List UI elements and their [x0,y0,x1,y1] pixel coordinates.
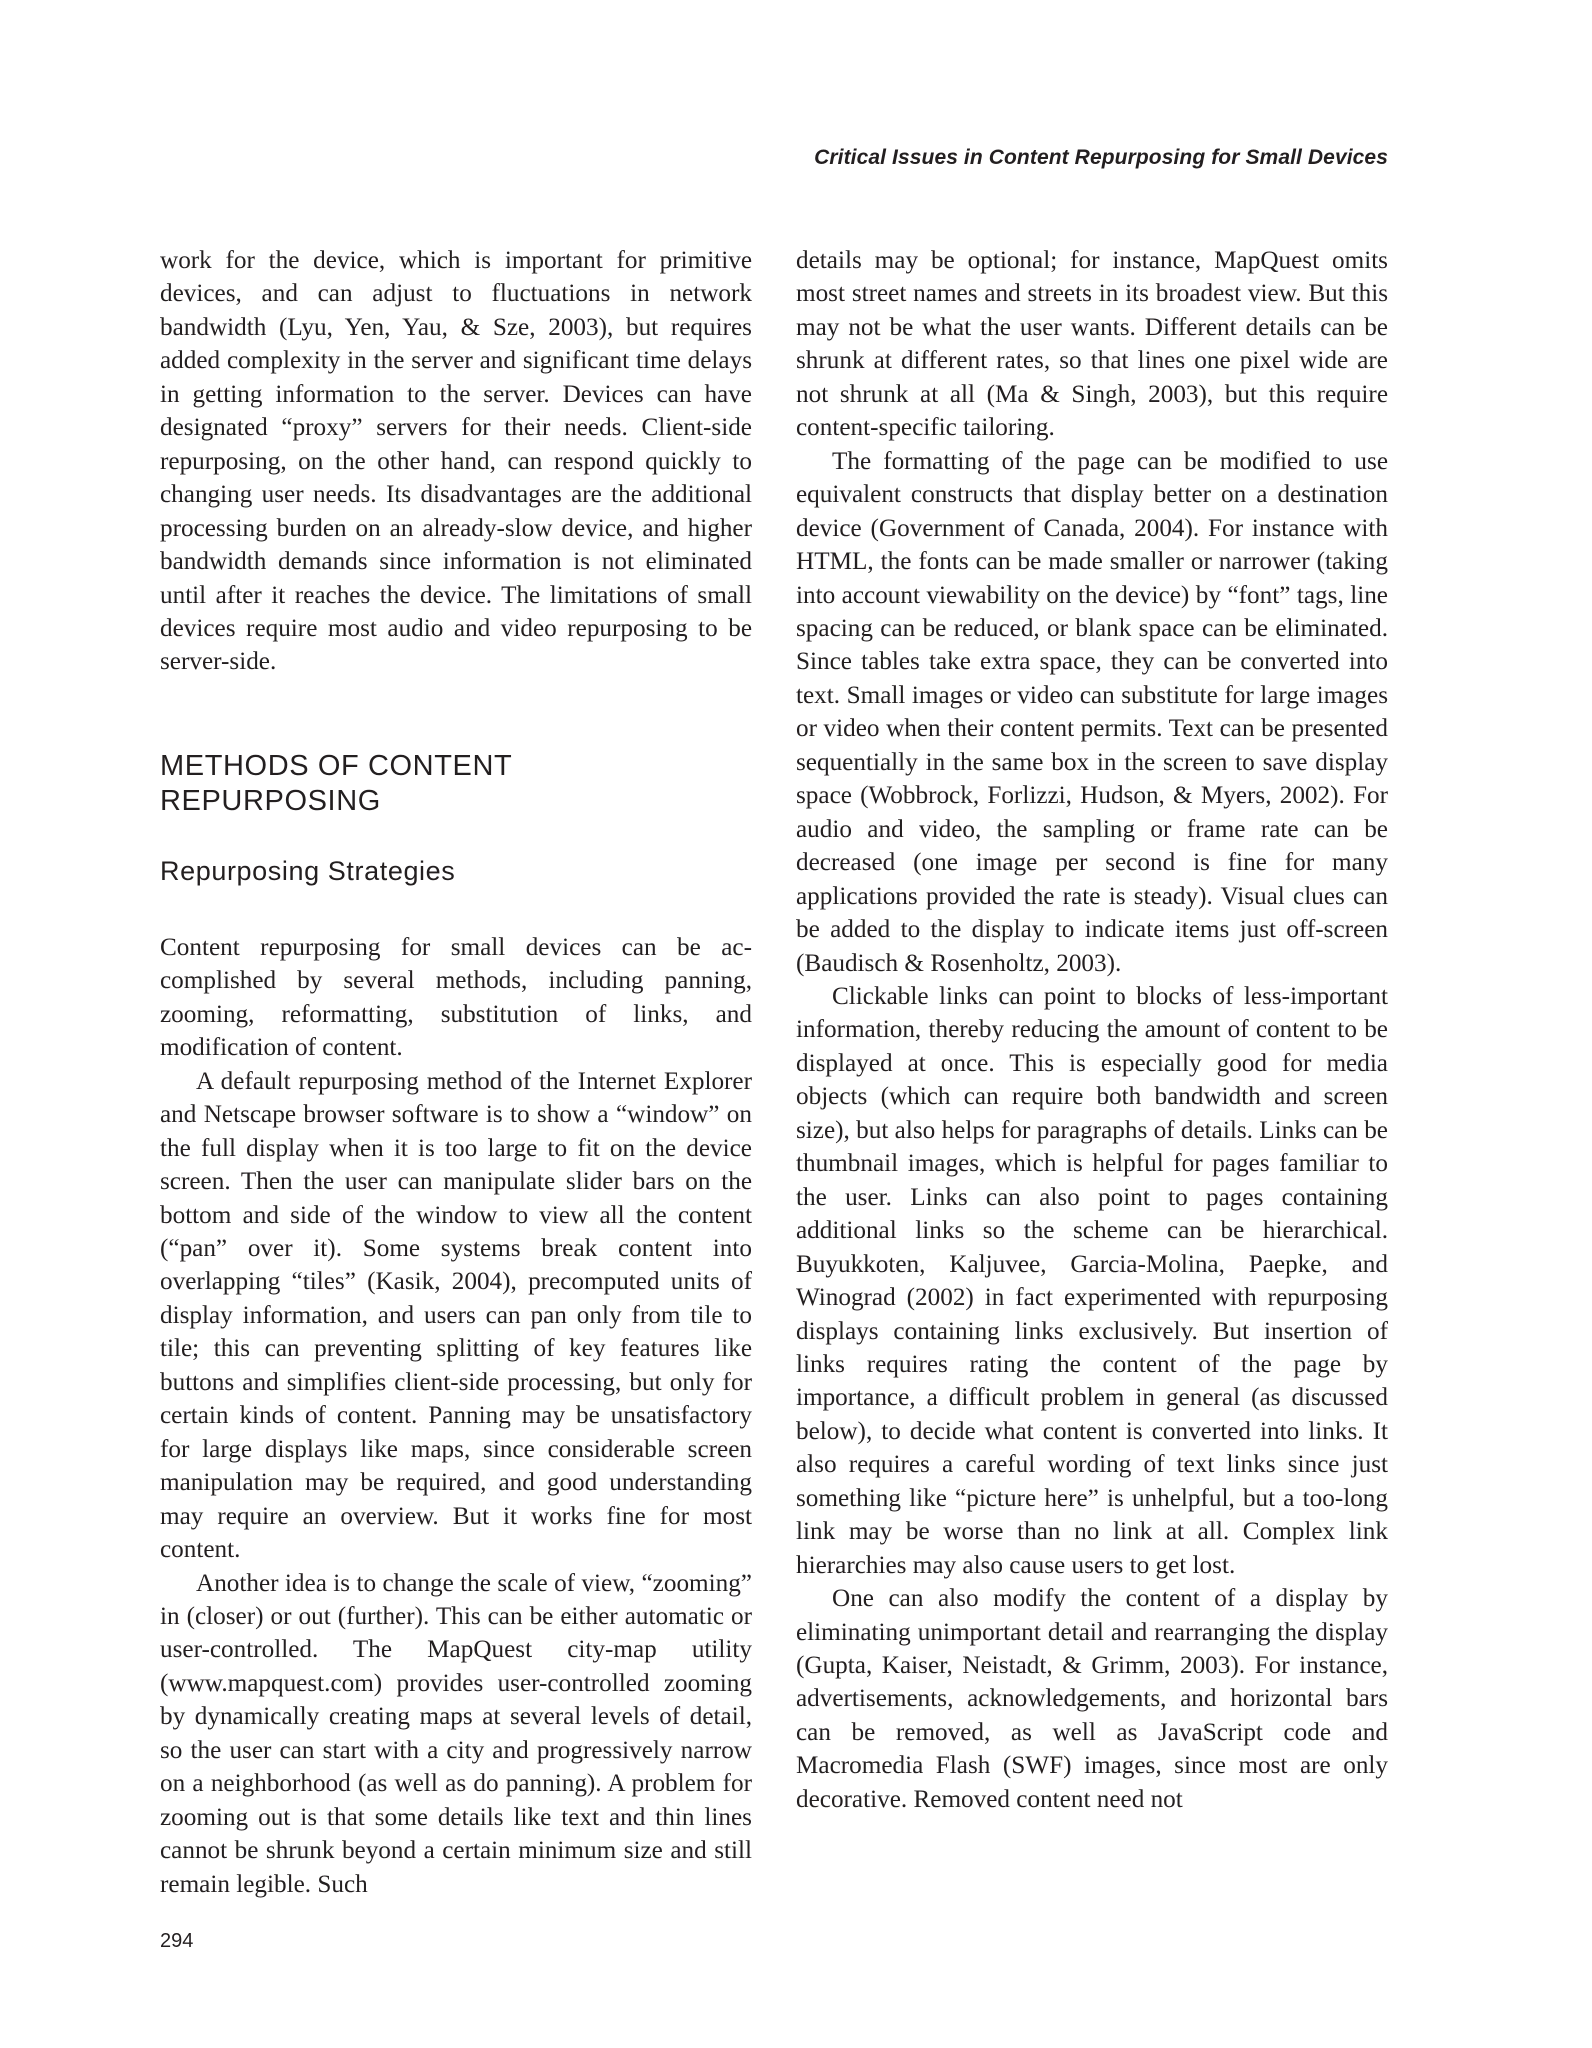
paragraph-intro: work for the device, which is important for primitive devices, and can adjust to fluctuations in network bandwidth (Lyu, Yen, Yau, & Sze, 2003), but requires added complexity in the server and significant time delays in getting information to the server. Devices can have designated “proxy” servers for their needs. Client-side repurposing, on the other hand, can respond quickly to changing user needs. Its disadvantages are the additional processing burden on an already-slow device, and higher bandwidth demands since information is not eliminated until after it reaches the device. The limitations of small devices require most audio and video repurposing to be server-side. [160,247,752,676]
section-heading: METHODS OF CONTENT REPURPOSING [160,749,513,817]
running-header: Critical Issues in Content Repurposing for Small Devices [814,146,1388,169]
right-column [796,244,1388,1816]
paragraph-formatting: The formatting of the page can be modified to use equivalent constructs that display better on a destination device (Government of Canada, 2004). For instance with HTML, the fonts can be made smaller or narrower (taking into account viewability on the device) by “font” tags, line spacing can be reduced, or blank space can be eliminated. Since tables take extra space, they can be converted into text. Small images or video can substitute for large images or video when their content permits. Text can be presented sequentially in the same box in the screen to save display space (Wobbrock, Forlizzi, Hudson, & Myers, 2002). For audio and video, the sampling or frame rate can be decreased (one image per second is fine for many applications provided the rate is steady). Visual clues can be added to the display to indicate items just off-screen (Baudisch & Rosenholtz, 2003). [796,447,1388,977]
subsection-heading: Repurposing Strategies [160,855,456,886]
paragraph-zooming: Another idea is to change the scale of view, “zooming” in (closer) or out (further). This can be either automatic or user-controlled. The MapQuest city-map utility (www.mapquest.com) provides user-controlled zooming by dynamically creating maps at several levels of detail, so the user can start with a city and progressively narrow on a neighborhood (as well as do panning). A problem for zooming out is that some details like text and thin lines cannot be shrunk beyond a certain minimum size and still remain legible. Such [160,1569,752,1898]
paragraph-details: details may be optional; for instance, MapQuest omits most street names and streets in its broadest view. But this may not be what the user wants. Different details can be shrunk at different rates, so that lines one pixel wide are not shrunk at all (Ma & Singh, 2003), but this require content-specific tailoring. [796,247,1388,442]
page-number: 294 [160,1930,194,1952]
paragraph-panning: A default repurposing method of the Internet Explorer and Netscape browser software is to show a “window” on the full display when it is too large to fit on the device screen. Then the user can manipulate slider bars on the bottom and side of the window to view all the content (“pan” over it). Some systems break content into overlapping “tiles” (Kasik, 2004), precomputed units of display information, and users can pan only from tile to tile; this can preventing splitting of key features like buttons and simplifies client-side processing, but only for certain kinds of content. Panning may be unsatisfactory for large displays like maps, since considerable screen manipulation may be required, and good understanding may require an overview. But it works fine for most content. [160,1067,752,1564]
paragraph-modify: One can also modify the content of a display by eliminating unimportant detail and rearranging the display (Gupta, Kaiser, Neistadt, & Grimm, 2003). For instance, advertisements, acknowledgements, and horizontal bars can be removed, as well as JavaScript code and Macromedia Flash (SWF) images, since most are only decorative. Removed content need not [796,1585,1388,1813]
paragraph-strategies: Content repurposing for small devices can be accomplished by several methods, including panning, zooming, reformatting, substitution of links, and modification of content. [160,933,752,1062]
paragraph-links: Clickable links can point to blocks of less-important information, thereby reducing the amount of content to be displayed at once. This is especially good for media objects (which can require both bandwidth and screen size), but also helps for paragraphs of details. Links can be thumbnail images, which is helpful for pages familiar to the user. Links can also point to pages containing additional links so the scheme can be hierarchical. Buyukkoten, Kaljuvee, Garcia-Molina, Paepke, and Winograd (2002) in fact experimented with repurposing displays containing links exclusively. But insertion of links requires rating the content of the page by importance, a difficult problem in general (as discussed below), to decide what content is converted into links. It also requires a careful wording of text links since just something like “picture here” is unhelpful, but a too-long link may be worse than no link at all. Complex link hierarchies may also cause users to get lost. [796,982,1388,1579]
left-column [160,244,752,1901]
